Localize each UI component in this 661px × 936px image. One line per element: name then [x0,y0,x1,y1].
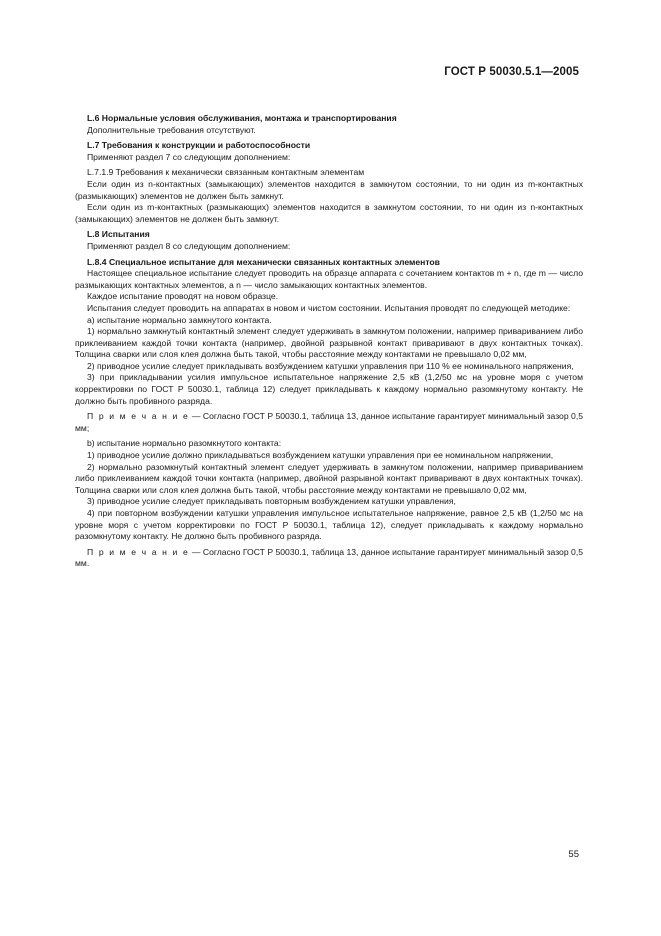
list-item: 1) приводное усилие должно прикладываться возбуждением катушки управления при ее номинальном напряжении, [87,450,554,461]
list-item: 3) приводное усилие следует прикладывать повторным возбуждением катушки управления, [87,496,456,507]
paragraph: Настоящее специальное испытание следует проводить на образце аппарата с сочетанием контактов m + n, где m — число размыкающих контактных элементов, а n — число замыкающих контактных элементов. [75,268,583,290]
section-heading-l84: L.8.4 Специальное испытание для механически связанных контактных элементов [87,256,440,267]
paragraph: Испытания следует проводить на аппаратах в новом и чистом состоянии. Испытания проводят по следующей методике: [87,302,571,313]
section-heading-l8: L.8 Испытания [87,229,150,240]
list-item: 3) при прикладывании усилия импульсное испытательное напряжение 2,5 кВ (1,2/50 мс на уровне моря с учетом корректировки по ГОСТ Р 50030.1, таблица 12) следует прикладывать к каждому нормально разомкнутому контакту. Не должно быть пробивного разряда. [75,372,583,406]
note-text: — Согласно ГОСТ Р 50030.1, таблица 13, данное испытание гарантирует минимальный зазор 0,5 мм; [75,411,583,433]
paragraph: Дополнительные требования отсутствуют. [87,124,256,135]
list-item: 2) приводное усилие следует прикладывать возбуждением катушки управления при 110 % ее номинального напряжения, [87,360,574,371]
document-body [75,113,583,570]
note-text: — Согласно ГОСТ Р 50030.1, таблица 13, данное испытание гарантирует минимальный зазор 0,5 мм. [75,546,583,569]
subsection-title: L.7.1.9 Требования к механически связанным контактным элементам [87,167,365,178]
paragraph: Применяют раздел 8 со следующим дополнением: [87,240,291,251]
note [75,547,583,570]
page-number: 55 [568,849,579,860]
list-item: 1) нормально замкнутый контактный элемент следует удерживать в замкнутом положении, например привариванием либо приклеиванием каждой точки контакта (например, двойной разрывной контакт приваривают в двух контактных точках). Толщина сварки или слоя клея должна быть такой, чтобы расстояние между контактами не превышало 0,02 мм, [75,326,583,360]
paragraph: Каждое испытание проводят на новом образце. [87,291,279,302]
paragraph: Применяют раздел 7 со следующим дополнением: [87,151,291,162]
list-heading-a: а) испытание нормально замкнутого контакта. [87,314,272,325]
section-heading-l7: L.7 Требования к конструкции и работоспособности [87,140,311,151]
note-label: П р и м е ч а н и е [87,546,190,557]
list-item: 2) нормально разомкнутый контактный элемент следует удерживать в замкнутом положении, например привариванием либо приклеиванием каждой точки контакта (например, двойной разрывной контакт приваривают в двух контактных точках). Толщина сварки или слоя клея должна быть такой, чтобы расстояние между контактами не превышало 0,02 мм, [75,461,583,495]
note-label: П р и м е ч а н и е [87,411,190,422]
list-heading-b: b) испытание нормально разомкнутого контакта: [87,438,282,449]
note [75,411,583,434]
paragraph: Если один из m-контактных (размыкающих) элементов находится в замкнутом состоянии, то ни один из n-контактных (замыкающих) элементов не должен быть замкнут. [75,202,583,224]
list-item: 4) при повторном возбуждении катушки управления импульсное испытательное напряжение, равное 2,5 кВ (1,2/50 мс на уровне моря с учетом корректировки по ГОСТ Р 50030.1, таблица 12), следует прикладывать к каждому нормально разомкнутому контакту. Не должно быть пробивного разряда. [75,508,583,542]
section-heading-l6: L.6 Нормальные условия обслуживания, монтажа и транспортирования [87,113,397,123]
document-header: ГОСТ Р 50030.5.1—2005 [444,66,579,78]
paragraph: Если один из n-контактных (замыкающих) элементов находится в замкнутом состоянии, то ни один из m-контактных (размыкающих) элементов не должен быть замкнут. [75,178,583,201]
